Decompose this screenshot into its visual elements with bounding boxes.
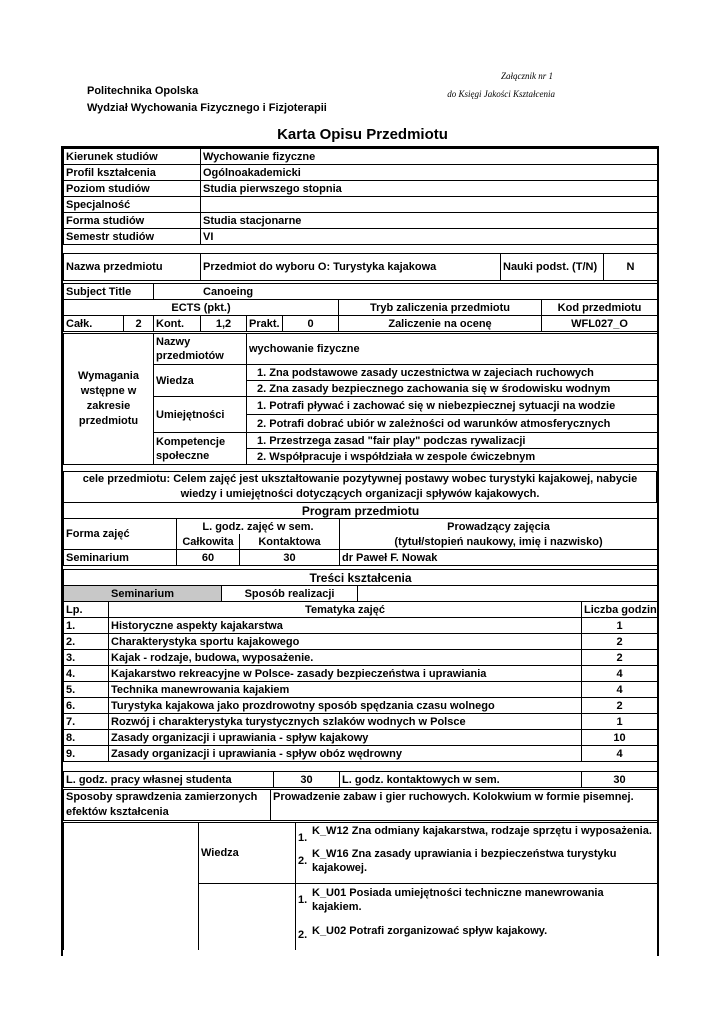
subject-title-label: Subject Title [64, 284, 154, 300]
verification-table [63, 789, 658, 821]
knowledge-label: Wiedza [154, 365, 247, 397]
program-contact-hours: 30 [240, 550, 340, 566]
content-table [63, 569, 658, 762]
outcome-item [298, 824, 655, 845]
row-hours: 4 [582, 746, 658, 762]
total-hours-label: Całkowita [177, 534, 240, 550]
row-hours: 4 [582, 666, 658, 682]
row-lp: 6. [64, 698, 109, 714]
contact-work-label: L. godz. kontaktowych w sem. [340, 772, 582, 788]
contact-hours-label: Kontaktowa [240, 534, 340, 550]
outcome-item [298, 924, 655, 942]
row-lp: 4. [64, 666, 109, 682]
workload-table [63, 771, 658, 788]
info-row [64, 181, 658, 197]
content-header: Treści kształcenia [64, 570, 658, 586]
ects-total-value: 2 [124, 316, 154, 332]
program-teacher: dr Paweł F. Nowak [340, 550, 658, 566]
info-value: Wychowanie fizyczne [201, 149, 658, 165]
university-name: Politechnika Opolska [87, 85, 199, 97]
row-hours: 10 [582, 730, 658, 746]
row-topic: Turystyka kajakowa jako prozdrowotny sposób spędzania czasu wolnego [109, 698, 582, 714]
subject-table [63, 253, 658, 281]
table-row [64, 714, 658, 730]
row-hours: 2 [582, 650, 658, 666]
row-lp: 1. [64, 618, 109, 634]
table-row [64, 618, 658, 634]
subject-name-value: Przedmiot do wyboru O: Turystyka kajakowa [201, 254, 501, 281]
subject-code: WFL027_O [542, 316, 658, 332]
outcome-text: K_U01 Posiada umiejętności techniczne manewrowania kajakiem. [312, 887, 604, 913]
info-value [201, 197, 658, 213]
code-header: Kod przedmiotu [542, 300, 658, 316]
ects-table [63, 283, 658, 332]
row-lp: 5. [64, 682, 109, 698]
outcome-skills-list [296, 884, 658, 951]
assessment-mode: Zaliczenie na ocenę [339, 316, 542, 332]
row-lp: 7. [64, 714, 109, 730]
hours-header: L. godz. zajęć w sem. [177, 519, 340, 535]
info-label: Profil kształcenia [64, 165, 201, 181]
contact-work-value: 30 [582, 772, 658, 788]
row-hours: 2 [582, 698, 658, 714]
prerequisites-label: Wymagania wstępne w zakresie przedmiotu [64, 334, 154, 465]
outcome-number: 1. [298, 894, 308, 906]
outcome-knowledge-label: Wiedza [199, 823, 296, 884]
ects-contact-value: 1,2 [201, 316, 247, 332]
program-header: Program przedmiotu [64, 503, 658, 519]
info-row [64, 229, 658, 245]
ects-practical-value: 0 [283, 316, 339, 332]
outcome-number: 2. [298, 855, 308, 867]
info-label: Forma studiów [64, 213, 201, 229]
row-topic: Zasady organizacji i uprawiania - spływ kajakowy [109, 730, 582, 746]
ects-contact-label: Kont. [154, 316, 201, 332]
subject-title-value [154, 284, 658, 300]
ects-practical-label: Prakt. [247, 316, 283, 332]
row-lp: 2. [64, 634, 109, 650]
row-topic: Rozwój i charakterystyka turystycznych szlaków wodnych w Polsce [109, 714, 582, 730]
own-work-value: 30 [274, 772, 340, 788]
row-hours: 2 [582, 634, 658, 650]
knowledge-item: 1. Zna podstawowe zasady uczestnictwa w zajeciach ruchowych [247, 365, 658, 381]
faculty-name: Wydział Wychowania Fizycznego i Fizjoterapii [87, 102, 327, 114]
mode-header: Tryb zaliczenia przedmiotu [339, 300, 542, 316]
table-row [64, 634, 658, 650]
program-form: Seminarium [64, 550, 177, 566]
row-lp: 8. [64, 730, 109, 746]
social-label: Kompetencje społeczne [154, 433, 247, 465]
ects-total-label: Całk. [64, 316, 124, 332]
row-lp: 9. [64, 746, 109, 762]
row-lp: 3. [64, 650, 109, 666]
outcomes-spacer [64, 823, 199, 951]
outcome-skills-label [199, 884, 296, 951]
teacher-header: Prowadzący zajęcia [340, 519, 658, 535]
info-row [64, 165, 658, 181]
skills-item: 1. Potrafi pływać i zachować się w niebezpiecznej sytuacji na wodzie [247, 397, 658, 415]
course-goals: cele przedmiotu: Celem zajęć jest ukształtowanie pozytywnej postawy wobec turystyki kajakowej, nabycie wiedzy i umiejętności dotyczących organizacji spływów kajakowych. [64, 472, 657, 503]
outcome-number: 2. [298, 929, 308, 941]
info-value: Studia stacjonarne [201, 213, 658, 229]
row-hours: 1 [582, 714, 658, 730]
outcome-number: 1. [298, 832, 308, 844]
page-title: Karta Opisu Przedmiotu [277, 126, 448, 143]
row-topic: Zasady organizacji i uprawiania - spływ obóz wędrowny [109, 746, 582, 762]
row-topic: Charakterystyka sportu kajakowego [109, 634, 582, 650]
table-row [64, 650, 658, 666]
row-topic: Kajak - rodzaje, budowa, wyposażenie. [109, 650, 582, 666]
info-table [63, 148, 658, 245]
ects-header: ECTS (pkt.) [64, 300, 339, 316]
table-row [64, 746, 658, 762]
outcomes-table [63, 822, 658, 950]
verification-label: Sposoby sprawdzenia zamierzonych efektów kształcenia [64, 790, 271, 821]
table-row [64, 666, 658, 682]
form-label: Forma zajęć [64, 519, 177, 550]
goals-table [63, 471, 657, 503]
topic-header: Tematyka zajęć [109, 602, 582, 618]
program-total-hours: 60 [177, 550, 240, 566]
method-value [358, 586, 658, 602]
info-label: Kierunek studiów [64, 149, 201, 165]
hours-column-header: Liczba godzin [582, 602, 658, 618]
outcome-text: K_W12 Zna odmiany kajakarstwa, rodzaje sprzętu i wyposażenia. [312, 825, 652, 837]
basic-sciences-label: Nauki podst. (T/N) [501, 254, 604, 281]
lp-header: Lp. [64, 602, 109, 618]
table-row [64, 682, 658, 698]
row-topic: Kajakarstwo rekreacyjne w Polsce- zasady bezpieczeństwa i uprawiania [109, 666, 582, 682]
subject-names-value: wychowanie fizyczne [247, 334, 658, 365]
skills-item: 2. Potrafi dobrać ubiór w zależności od warunków atmosferycznych [247, 415, 658, 433]
info-label: Specjalność [64, 197, 201, 213]
info-value: VI [201, 229, 658, 245]
method-label: Sposób realizacji [222, 586, 358, 602]
table-row [64, 698, 658, 714]
info-label: Poziom studiów [64, 181, 201, 197]
knowledge-item: 2. Zna zasady bezpiecznego zachowania się w środowisku wodnym [247, 381, 658, 397]
outcome-text: K_W16 Zna zasady uprawiania i bezpieczeństwa turystyku kajakowej. [312, 848, 617, 874]
subject-name-label: Nazwa przedmiotu [64, 254, 201, 281]
teacher-subheader: (tytuł/stopień naukowy, imię i nazwisko) [340, 534, 658, 550]
outcome-item [298, 847, 655, 875]
prerequisites-table [63, 333, 658, 465]
info-row [64, 149, 658, 165]
outcome-item [298, 886, 655, 914]
program-table [63, 502, 658, 566]
annex-reference: do Księgi Jakości Kształcenia [447, 89, 555, 99]
verification-value: Prowadzenie zabaw i gier ruchowych. Kolokwium w formie pisemnej. [271, 790, 658, 821]
basic-sciences-value: N [604, 254, 658, 281]
own-work-label: L. godz. pracy własnej studenta [64, 772, 274, 788]
info-value: Ogólnoakademicki [201, 165, 658, 181]
info-label: Semestr studiów [64, 229, 201, 245]
subject-title-text: Canoeing [203, 285, 254, 298]
info-row [64, 197, 658, 213]
info-value: Studia pierwszego stopnia [201, 181, 658, 197]
subject-names-label: Nazwy przedmiotów [154, 334, 247, 365]
row-topic: Historyczne aspekty kajakarstwa [109, 618, 582, 634]
content-form: Seminarium [64, 586, 222, 602]
social-item: 1. Przestrzega zasad "fair play" podczas rywalizacji [247, 433, 658, 449]
annex-number: Załącznik nr 1 [500, 71, 553, 81]
table-row [64, 730, 658, 746]
info-row [64, 213, 658, 229]
outcome-text: K_U02 Potrafi zorganizować spływ kajakowy. [312, 925, 548, 937]
row-hours: 4 [582, 682, 658, 698]
row-hours: 1 [582, 618, 658, 634]
row-topic: Technika manewrowania kajakiem [109, 682, 582, 698]
outcome-knowledge-list [296, 823, 658, 884]
skills-label: Umiejętności [154, 397, 247, 433]
social-item: 2. Współpracuje i współdziała w zespole ćwiczebnym [247, 449, 658, 465]
